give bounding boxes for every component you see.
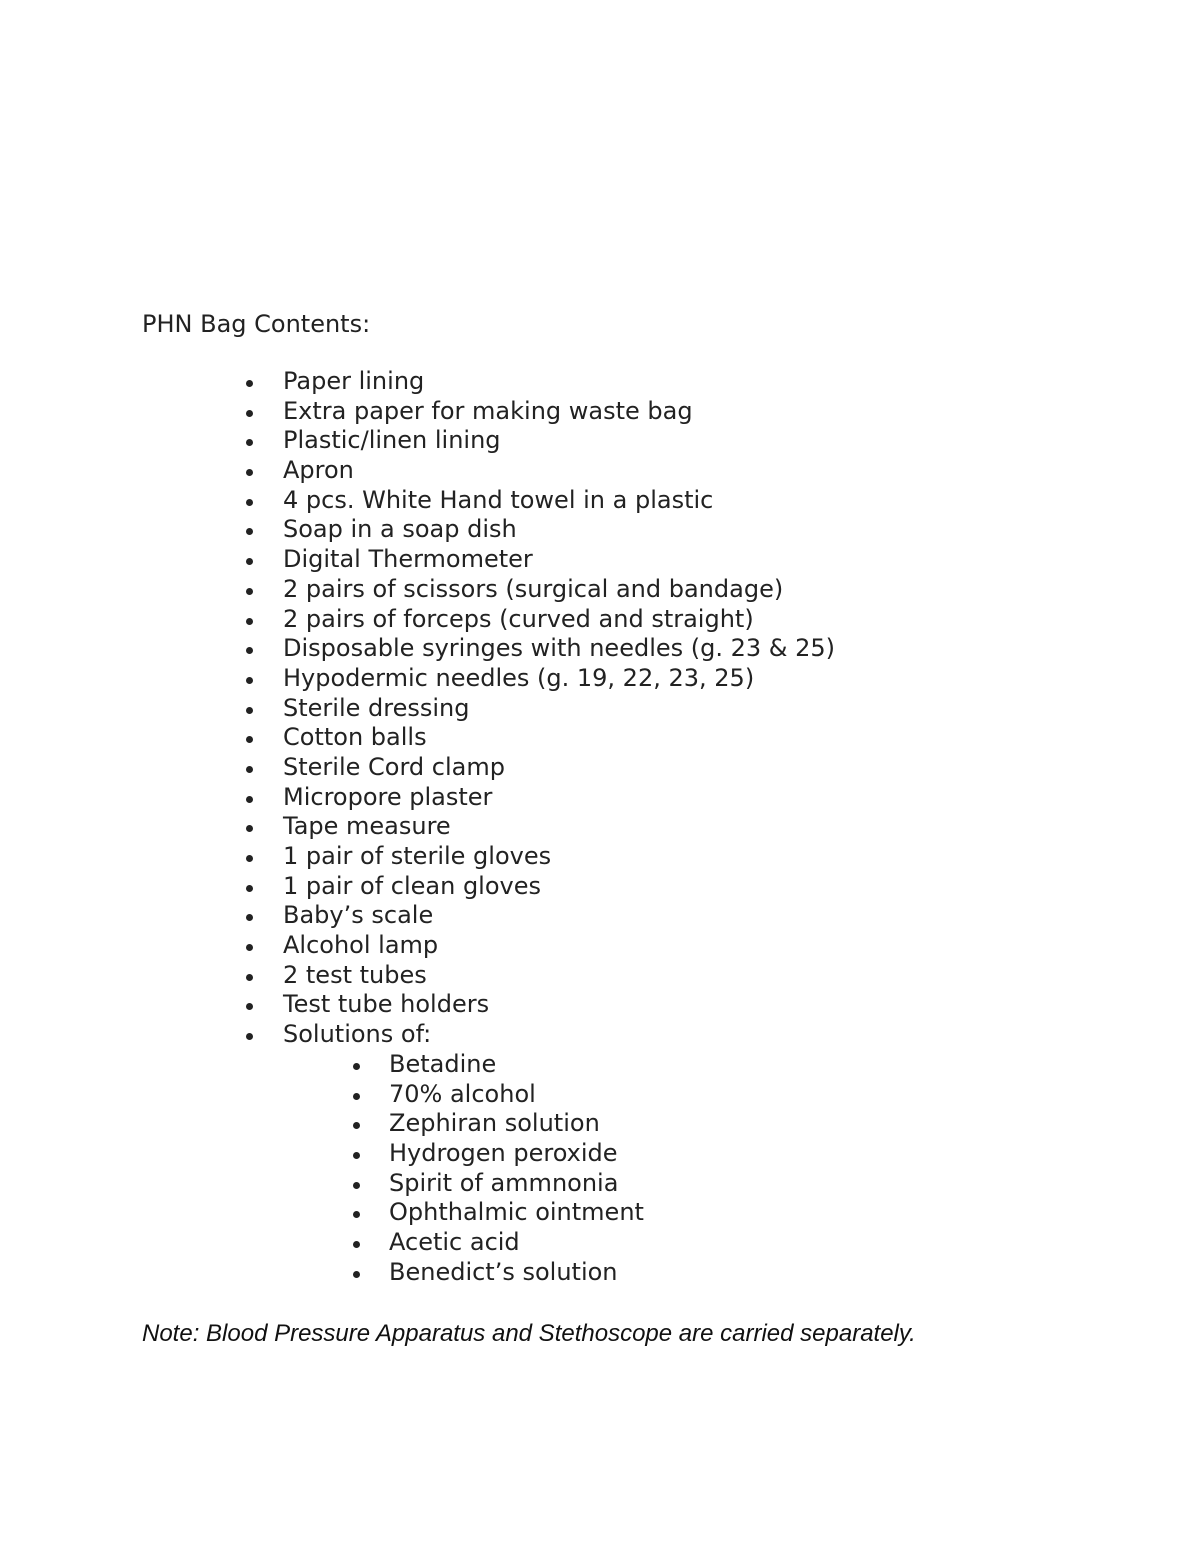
sub-list-item-text: Ophthalmic ointment	[389, 1198, 644, 1227]
bullet-icon	[246, 647, 253, 654]
list-item-text: Solutions of:	[283, 1020, 432, 1049]
list-item-text: Paper lining	[283, 367, 425, 395]
bullet-icon	[246, 766, 253, 773]
list-item-text: Plastic/linen lining	[283, 426, 501, 455]
list-item-text: Test tube holders	[283, 990, 490, 1019]
bullet-icon	[246, 974, 253, 981]
bullet-icon	[246, 677, 253, 684]
list-item-text: Cotton balls	[283, 723, 427, 752]
bullet-icon	[246, 588, 253, 595]
bullet-icon	[246, 796, 253, 803]
list-item-text: Digital Thermometer	[283, 545, 533, 574]
bullet-icon	[246, 825, 253, 832]
bullet-icon	[246, 707, 253, 714]
list-item-text: Soap in a soap dish	[283, 515, 517, 544]
sub-list-item-text: 70% alcohol	[389, 1079, 536, 1108]
bullet-icon	[246, 439, 253, 446]
list-item-text: Apron	[283, 456, 354, 485]
bullet-icon	[246, 1003, 253, 1010]
bullet-icon	[353, 1241, 360, 1248]
bullet-icon	[246, 410, 253, 417]
bullet-icon	[353, 1152, 360, 1159]
list-item-text: 1 pair of clean gloves	[283, 871, 541, 900]
bullet-icon	[246, 558, 253, 565]
list-item-text: 1 pair of sterile gloves	[283, 842, 552, 870]
bullet-icon	[246, 885, 253, 892]
bullet-icon	[246, 499, 253, 506]
bullet-icon	[353, 1271, 360, 1278]
sub-list-item-text: Acetic acid	[389, 1227, 520, 1256]
list-item-text: Hypodermic needles (g. 19, 22, 23, 25)	[283, 663, 755, 692]
bullet-icon	[353, 1063, 360, 1070]
list-item-text: Sterile dressing	[283, 693, 470, 722]
bullet-icon	[353, 1182, 360, 1189]
list-item-text: 4 pcs. White Hand towel in a plastic	[283, 485, 714, 514]
sub-list-item-text: Spirit of ammnonia	[389, 1168, 619, 1197]
bullet-icon	[353, 1211, 360, 1218]
sub-list-item-text: Betadine	[389, 1049, 497, 1078]
list-item-text: Micropore plaster	[283, 782, 493, 811]
document-heading: PHN Bag Contents:	[142, 310, 371, 338]
list-item-text: Sterile Cord clamp	[283, 752, 505, 781]
list-item-text: Tape measure	[283, 812, 451, 841]
bullet-icon	[246, 528, 253, 535]
bullet-icon	[246, 618, 253, 625]
document-note: Note: Blood Pressure Apparatus and Stethoscope are carried separately.	[142, 1320, 916, 1347]
bullet-icon	[246, 380, 253, 387]
bullet-icon	[246, 736, 253, 743]
bullet-icon	[246, 469, 253, 476]
list-item-text: Alcohol lamp	[283, 931, 439, 960]
sub-list-item-text: Zephiran solution	[389, 1109, 600, 1138]
bullet-icon	[246, 1033, 253, 1040]
bullet-icon	[246, 914, 253, 921]
list-item-text: Extra paper for making waste bag	[283, 396, 693, 425]
sub-list-item-text: Benedict’s solution	[389, 1257, 618, 1286]
list-item-text: Disposable syringes with needles (g. 23 & 25)	[283, 634, 836, 663]
list-item-text: 2 test tubes	[283, 960, 427, 989]
list-item-text: 2 pairs of forceps (curved and straight)	[283, 604, 754, 633]
sub-list-item-text: Hydrogen peroxide	[389, 1138, 618, 1167]
bullet-icon	[246, 855, 253, 862]
list-item-text: 2 pairs of scissors (surgical and bandage)	[283, 574, 784, 603]
bullet-icon	[353, 1122, 360, 1129]
bullet-icon	[353, 1093, 360, 1100]
list-item-text: Baby’s scale	[283, 901, 434, 930]
bullet-icon	[246, 944, 253, 951]
